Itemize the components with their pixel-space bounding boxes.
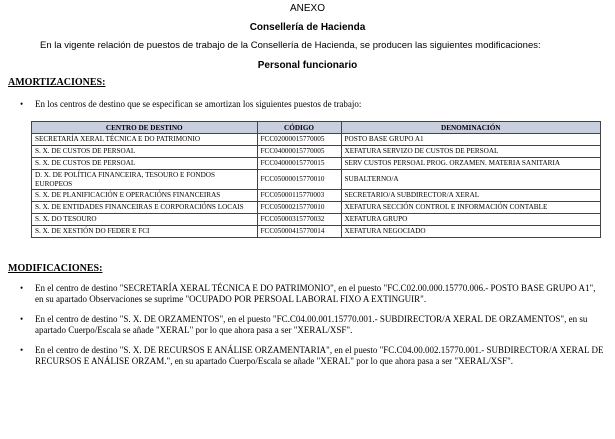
table-row [32, 134, 601, 146]
modification-text: En el centro de destino "S. X. DE RECURSOS E ANÁLISE ORZAMENTARIA", en el puesto "FC.C04.00.002.15770.001.- SUBDIRECTOR/A XERAL DE RECURSOS E ANÁLISE ORZAM.", en su apartado Cuerpo/Escala se añade "XERAL" por lo que ahora pasa a ser "XERAL/XSF". [35, 345, 604, 366]
cell-denominacion: SECRETARIO/A SUBDIRECTOR/A XERAL [341, 190, 601, 202]
cell-codigo: FCC05000315770032 [257, 214, 341, 226]
cell-codigo: FCC04000015770005 [257, 146, 341, 158]
amortizaciones-bullet-text: En los centros de destino que se especifican se amortizan los siguientes puestos de trabajo: [35, 99, 362, 109]
cell-centro: S. X. DE ENTIDADES FINANCEIRAS E CORPORACIÓNS LOCAIS [32, 202, 258, 214]
table-row [32, 158, 601, 170]
modification-item [20, 345, 605, 366]
cell-denominacion: SUBALTERNO/A [341, 170, 601, 190]
cell-codigo: FCC02000015770005 [257, 134, 341, 146]
modification-item [20, 314, 605, 335]
modification-text: En el centro de destino "S. X. DE ORZAMENTOS", en el puesto "FC.C04.00.001.15770.001.- SUBDIRECTOR/A XERAL DE ORZAMENTOS", en su apartado Cuerpo/Escala se añade "XERAL" por lo que ahora pasa a ser "XERAL/XSF". [35, 314, 588, 335]
modification-text: En el centro de destino "SECRETARÍA XERAL TÉCNICA E DO PATRIMONIO", en el puesto "FC.C02.00.000.15770.006.- POSTO BASE GRUPO A1", en su apartado Observaciones se suprime "OCUPADO POR PERSOAL LABORAL FIXO A EXTINGUIR". [35, 283, 596, 304]
table-row [32, 202, 601, 214]
column-header-denominacion: DENOMINACIÓN [341, 122, 601, 134]
cell-centro: S. X. DE XESTIÓN DO FEDER E FCI [32, 226, 258, 238]
cell-denominacion: POSTO BASE GRUPO A1 [341, 134, 601, 146]
table-row [32, 170, 601, 190]
annex-title: ANEXO [289, 3, 325, 14]
table-row [32, 226, 601, 238]
bullet-icon: • [20, 283, 24, 293]
personnel-subtitle: Personal funcionario [257, 60, 358, 71]
cell-codigo: FCC05000215770010 [257, 202, 341, 214]
department-title: Consellería de Hacienda [249, 22, 366, 33]
cell-denominacion: XEFATURA SERVIZO DE CUSTOS DE PERSOAL [341, 146, 601, 158]
table-row [32, 214, 601, 226]
bullet-icon: • [20, 99, 24, 109]
modification-item [20, 283, 605, 304]
cell-centro: S. X. DO TESOURO [32, 214, 258, 226]
cell-denominacion: SERV CUSTOS PERSOAL PROG. ORZAMEN. MATERIA SANITARIA [341, 158, 601, 170]
cell-codigo: FCC05000015770010 [257, 170, 341, 190]
bullet-icon: • [20, 345, 24, 355]
cell-centro: S. X. DE CUSTOS DE PERSOAL [32, 146, 258, 158]
column-header-codigo: CÓDIGO [257, 122, 341, 134]
modificaciones-heading: MODIFICACIONES: [8, 263, 103, 274]
amortizaciones-heading: AMORTIZACIONES: [8, 77, 106, 88]
amortizaciones-bullet [20, 99, 361, 110]
table-header-row [32, 122, 601, 134]
column-header-centro: CENTRO DE DESTINO [32, 122, 258, 134]
cell-denominacion: XEFATURA SECCIÓN CONTROL E INFORMACIÓN CONTABLE [341, 202, 601, 214]
bullet-icon: • [20, 314, 24, 324]
cell-centro: SECRETARÍA XERAL TÉCNICA E DO PATRIMONIO [32, 134, 258, 146]
cell-centro: D. X. DE POLÍTICA FINANCEIRA, TESOURO E FONDOS EUROPEOS [32, 170, 258, 190]
amortization-table [31, 121, 601, 238]
table-row [32, 146, 601, 158]
cell-denominacion: XEFATURA NEGOCIADO [341, 226, 601, 238]
cell-centro: S. X. DE PLANIFICACIÓN E OPERACIÓNS FINANCEIRAS [32, 190, 258, 202]
cell-centro: S. X. DE CUSTOS DE PERSOAL [32, 158, 258, 170]
cell-denominacion: XEFATURA GRUPO [341, 214, 601, 226]
cell-codigo: FCC04000015770015 [257, 158, 341, 170]
cell-codigo: FCC05000415770014 [257, 226, 341, 238]
table-row [32, 190, 601, 202]
intro-paragraph: En la vigente relación de puestos de trabajo de la Consellería de Hacienda, se producen las siguientes modificaciones: [40, 40, 541, 51]
cell-codigo: FCC05000115770003 [257, 190, 341, 202]
